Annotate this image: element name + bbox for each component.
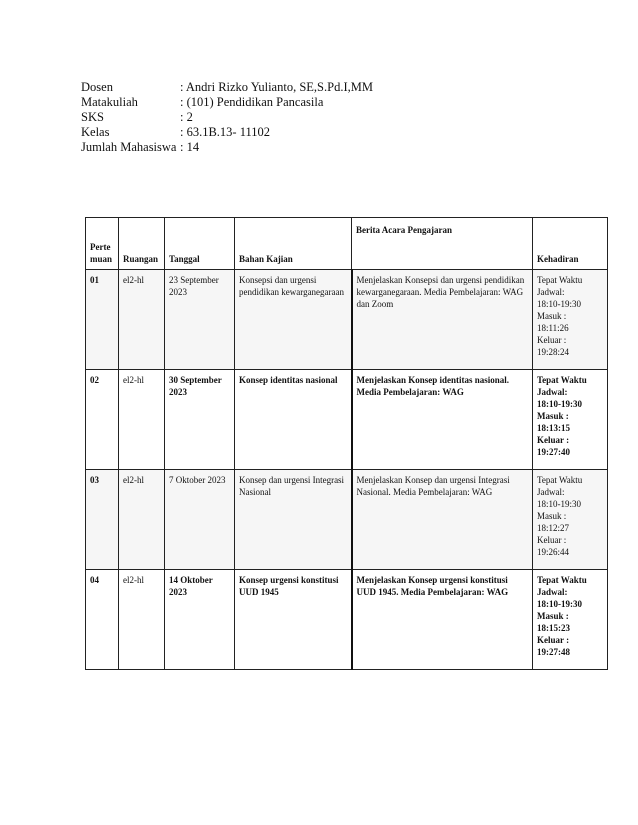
- cell-pertemuan: 04: [86, 570, 119, 670]
- info-label: Matakuliah: [81, 95, 138, 109]
- schedule-label: Jadwal:: [537, 287, 565, 297]
- info-value: : 2: [180, 110, 193, 124]
- check-out-time: 19:27:40: [537, 447, 570, 457]
- check-out-time: 19:28:24: [537, 347, 570, 357]
- schedule-label: Jadwal:: [537, 387, 568, 397]
- cell-ruangan: el2-hl: [119, 270, 165, 370]
- check-out-label: Keluar :: [537, 335, 567, 345]
- info-label: Jumlah Mahasiswa: [81, 140, 177, 154]
- check-in-time: 18:12:27: [537, 523, 570, 533]
- check-in-time: 18:15:23: [537, 623, 570, 633]
- cell-berita-acara: Menjelaskan Konsep urgensi konstitusi UUD 1945. Media Pembelajaran: WAG: [352, 570, 533, 670]
- table-row: [86, 470, 608, 570]
- check-in-label: Masuk :: [537, 311, 567, 321]
- cell-kehadiran: [533, 270, 608, 370]
- table-header-row: [86, 218, 608, 270]
- schedule-time: 18:10-19:30: [537, 399, 582, 409]
- info-label: Kelas: [81, 125, 110, 139]
- info-label: Dosen: [81, 80, 113, 94]
- lecture-info-header: [81, 80, 373, 155]
- cell-ruangan: el2-hl: [119, 370, 165, 470]
- cell-bahan-kajian: Konsep dan urgensi Integrasi Nasional: [235, 470, 352, 570]
- info-label: SKS: [81, 110, 104, 124]
- check-out-time: 19:26:44: [537, 547, 570, 557]
- cell-tanggal: 30 September 2023: [165, 370, 235, 470]
- column-header-tanggal: Tanggal: [165, 218, 235, 270]
- info-row-kelas: [81, 125, 373, 140]
- check-out-time: 19:27:48: [537, 647, 570, 657]
- check-out-label: Keluar :: [537, 535, 567, 545]
- info-value: : Andri Rizko Yulianto, SE,S.Pd.I,MM: [180, 80, 373, 94]
- info-value: : (101) Pendidikan Pancasila: [180, 95, 324, 109]
- info-row-sks: [81, 110, 373, 125]
- check-in-time: 18:11:26: [537, 323, 569, 333]
- teaching-journal-table: [85, 217, 608, 670]
- cell-pertemuan: 02: [86, 370, 119, 470]
- check-out-label: Keluar :: [537, 635, 570, 645]
- schedule-time: 18:10-19:30: [537, 499, 581, 509]
- schedule-time: 18:10-19:30: [537, 299, 581, 309]
- cell-tanggal: 23 September 2023: [165, 270, 235, 370]
- cell-tanggal: 14 Oktober 2023: [165, 570, 235, 670]
- table-row: [86, 370, 608, 470]
- cell-ruangan: el2-hl: [119, 570, 165, 670]
- cell-kehadiran: [533, 470, 608, 570]
- info-row-dosen: [81, 80, 373, 95]
- schedule-time: 18:10-19:30: [537, 599, 582, 609]
- column-header-kehadiran: Kehadiran: [533, 218, 608, 270]
- check-in-time: 18:13:15: [537, 423, 570, 433]
- cell-bahan-kajian: Konsep identitas nasional: [235, 370, 352, 470]
- schedule-label: Jadwal:: [537, 587, 568, 597]
- cell-kehadiran: [533, 370, 608, 470]
- cell-tanggal: 7 Oktober 2023: [165, 470, 235, 570]
- info-value: : 63.1B.13- 11102: [180, 125, 271, 139]
- cell-ruangan: el2-hl: [119, 470, 165, 570]
- info-row-jumlah-mahasiswa: [81, 140, 373, 155]
- cell-kehadiran: [533, 570, 608, 670]
- column-header-pertemuan: Pertemuan: [86, 218, 119, 270]
- check-in-label: Masuk :: [537, 511, 567, 521]
- info-row-matakuliah: [81, 95, 373, 110]
- cell-berita-acara: Menjelaskan Konsep dan urgensi Integrasi Nasional. Media Pembelajaran: WAG: [352, 470, 533, 570]
- cell-bahan-kajian: Konsepsi dan urgensi pendidikan kewarganegaraan: [235, 270, 352, 370]
- info-value: : 14: [180, 140, 200, 154]
- check-in-label: Masuk :: [537, 611, 569, 621]
- column-header-berita-acara: Berita Acara Pengajaran: [352, 218, 533, 270]
- attendance-status: Tepat Waktu: [537, 575, 587, 585]
- check-out-label: Keluar :: [537, 435, 570, 445]
- column-header-ruangan: Ruangan: [119, 218, 165, 270]
- cell-pertemuan: 03: [86, 470, 119, 570]
- column-header-bahan-kajian: Bahan Kajian: [235, 218, 352, 270]
- table-row: [86, 270, 608, 370]
- attendance-status: Tepat Waktu: [537, 475, 583, 485]
- schedule-label: Jadwal:: [537, 487, 565, 497]
- table-row: [86, 570, 608, 670]
- attendance-status: Tepat Waktu: [537, 375, 587, 385]
- cell-berita-acara: Menjelaskan Konsep identitas nasional. Media Pembelajaran: WAG: [352, 370, 533, 470]
- cell-bahan-kajian: Konsep urgensi konstitusi UUD 1945: [235, 570, 352, 670]
- check-in-label: Masuk :: [537, 411, 569, 421]
- cell-berita-acara: Menjelaskan Konsepsi dan urgensi pendidikan kewarganegaraan. Media Pembelajaran: WAG dan Zoom: [352, 270, 533, 370]
- cell-pertemuan: 01: [86, 270, 119, 370]
- attendance-status: Tepat Waktu: [537, 275, 583, 285]
